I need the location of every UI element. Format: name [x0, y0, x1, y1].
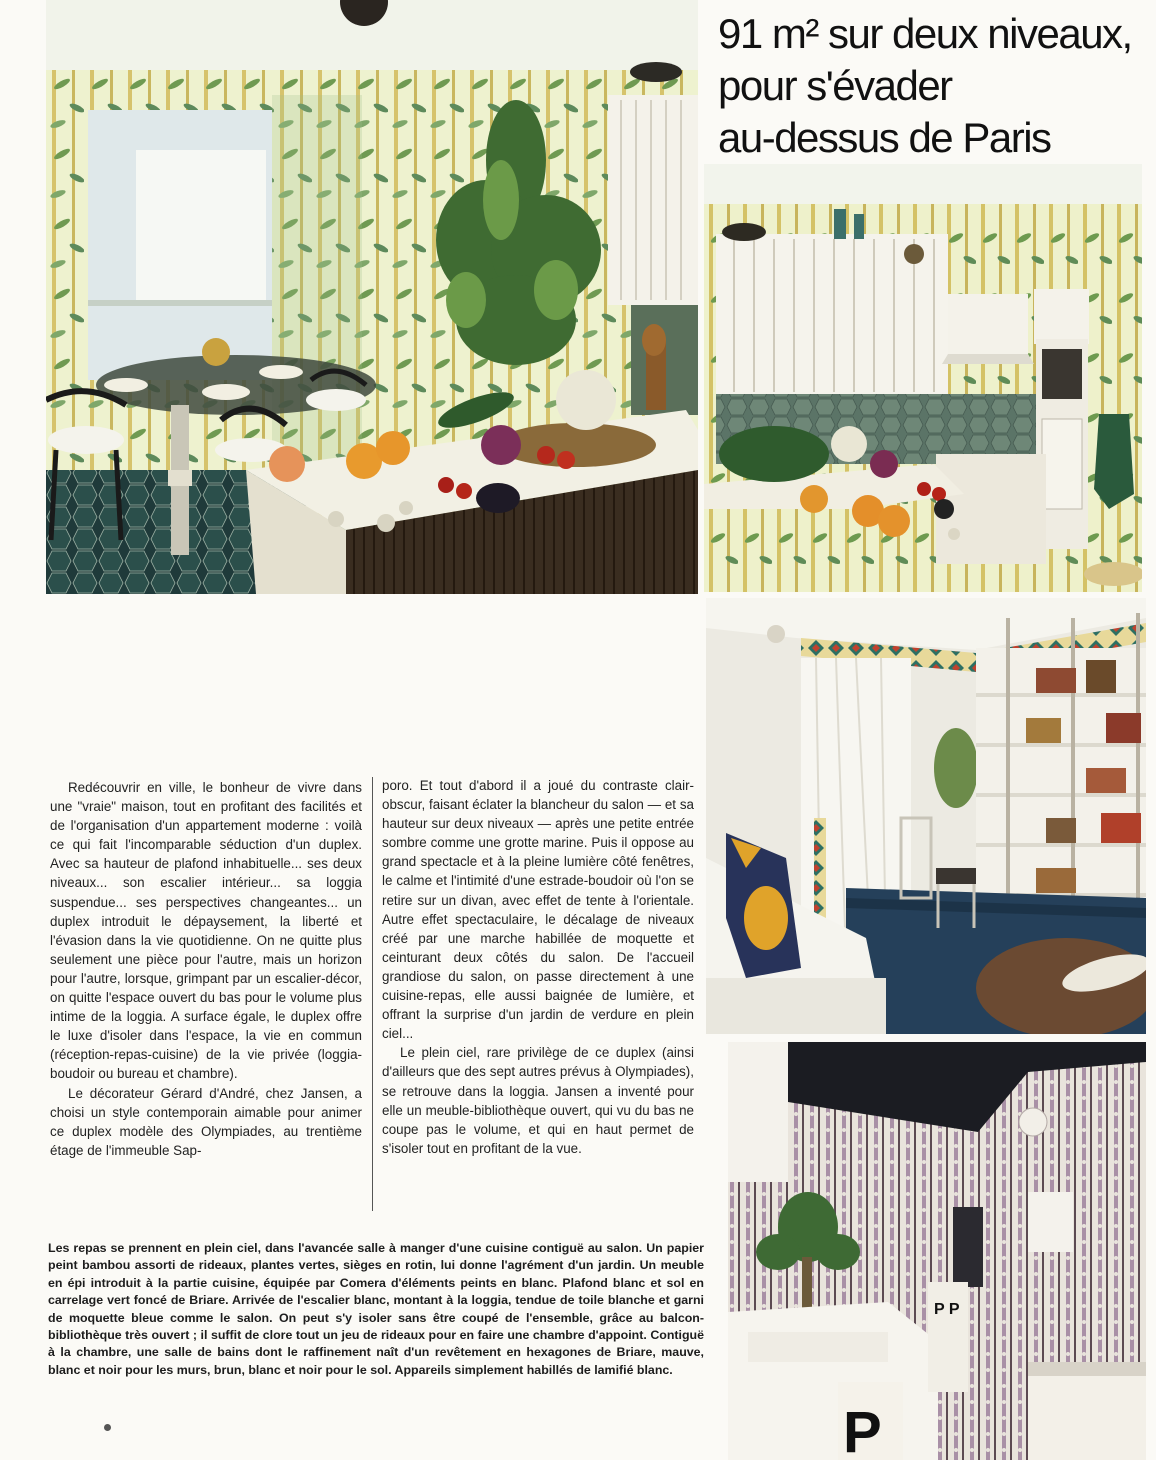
dining-kitchen-photo — [46, 0, 698, 594]
living-room-photo — [706, 598, 1146, 1034]
photo-caption: Les repas se prennent en plein ciel, dans l'avancée salle à manger d'une cuisine contiguë au salon. Un papier peint bambou assorti de rideaux, plantes vertes, sièges en rotin, lui donne l'agrément d'un jardin. Un meuble en épi introduit à la partie cuisine, équipée par Comera d'éléments peints en blanc. Plafond blanc et sol en carrelage vert foncé de Briare. Arrivée de l'escalier blanc, montant à la loggia, tendue de toile blanche et garni de moquette bleue comme le salon. On peut s'y isoler sans être coupé de l'ensemble, grâce au balcon-bibliothèque très ouvert ; il suffit de clore tout un jeu de rideaux pour en faire une chambre d'appoint. Contiguë à la chambre, une salle de bains dont le raffinement naît d'un revêtement en hexagones de Briare, mauve, blanc et noir pour les murs, brun, blanc et noir pour le sol. Appareils simplement habillés de lamifié blanc. — [48, 1241, 704, 1377]
article-title — [718, 8, 1148, 164]
body-paragraph: Le décorateur Gérard d'André, chez Jansen, a choisi un style contemporain aimable pour animer ce duplex modèle des Olympiades, au trentième étage de l'immeuble Sap- — [50, 1085, 362, 1158]
bathroom-photo — [728, 1042, 1146, 1460]
title-line-2: pour s'évader — [718, 62, 952, 109]
body-paragraph: Redécouvrir en ville, le bonheur de vivre dans une "vraie" maison, tout en profitant des facilités et de l'organisation d'un appartement moderne : voilà ce qui fait l'incomparable séduction d'un duplex. Avec sa hauteur de plafond inhabituelle... ses deux niveaux... son escalier intérieur... sa loggia suspendue... ses perspectives changeantes... un duplex introduit le dépaysement, la liberté et l'évasion dans la vie quotidienne. On ne quitte plus seulement une pièce pour l'autre, mais un horizon pour l'autre, lorsque, grimpant par un escalier-décor, on quitte l'espace ouvert du bas pour le volume plus intime de la loggia. A surface égale, le duplex offre le luxe d'isoler dans l'espace, la vie en commun (réception-repas-cuisine) de la vie privée (loggia-boudoir ou bureau et chambre). — [50, 780, 362, 1082]
kitchen-photo — [704, 164, 1142, 592]
column-divider — [372, 777, 373, 1211]
body-column-2 — [382, 776, 694, 1158]
towel-letter-big: P — [843, 1400, 882, 1460]
ink-dot — [104, 1424, 111, 1431]
body-column-1 — [50, 778, 362, 1160]
towel-letters-top: P P — [934, 1301, 960, 1318]
body-paragraph: Le plein ciel, rare privilège de ce duplex (ainsi d'ailleurs que des sept autres prévus à Olympiades), se retrouve dans la loggia. Jansen a inventé pour elle un meuble-bibliothèque ouvert, qui vu du bas ne coupe pas le volume, et qui en haut permet de s'isoler tout en profitant de la vue. — [382, 1045, 694, 1156]
title-line-1: 91 m² sur deux niveaux, — [718, 10, 1132, 57]
body-paragraph: poro. Et tout d'abord il a joué du contraste clair-obscur, faisant éclater la blancheur du salon — et sa hauteur sur deux niveaux — après une petite entrée sombre comme une grotte marine. Puis il oppose au grand spectacle et à la pleine lumière côté fenêtres, le calme et l'intimité d'une estrade-boudoir où l'on se retire sur un divan, avec effet de tente à l'orientale. Autre effet spectaculaire, le décalage de niveaux créé par une marche habillée de moquette et ceinturant deux côtés du salon. De l'accueil grandiose du salon, on passe directement à une cuisine-repas, elle aussi baignée de lumière, et offrant la surprise d'un jardin de verdure en plein ciel... — [382, 778, 694, 1042]
title-line-3: au-dessus de Paris — [718, 114, 1051, 161]
